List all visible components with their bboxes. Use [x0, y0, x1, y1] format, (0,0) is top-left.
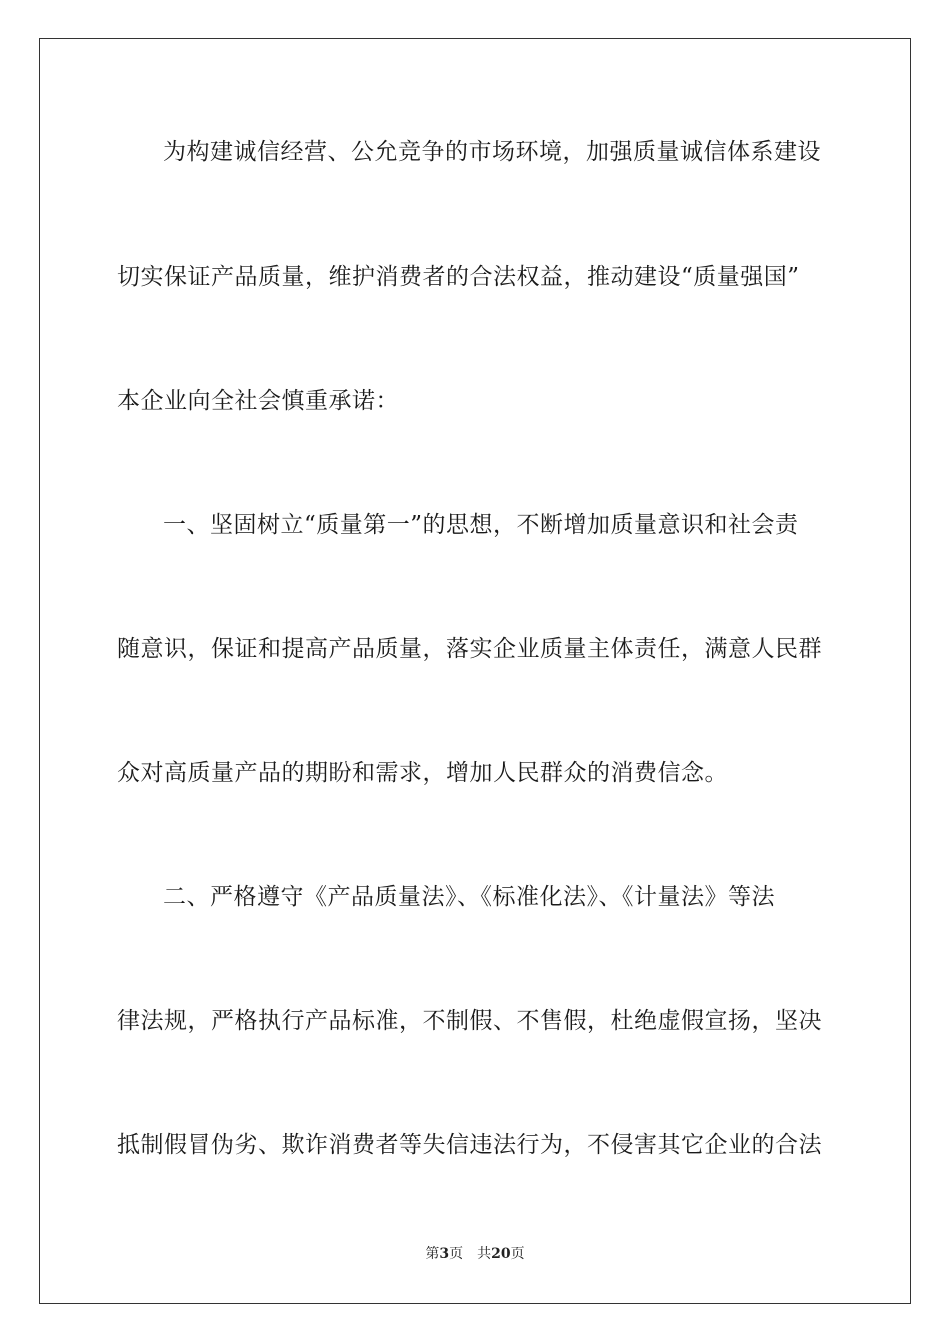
paragraph-line: 随意识，保证和提高产品质量，落实企业质量主体责任，满意人民群	[117, 636, 822, 662]
paragraph-line: 抵制假冒伪劣、欺诈消费者等失信违法行为，不侵害其它企业的合法	[117, 1132, 822, 1158]
page-border	[39, 38, 911, 1304]
paragraph-line: 二、严格遵守《产品质量法》、《标准化法》、《计量法》等法	[163, 884, 775, 910]
total-prefix: 共	[477, 1246, 492, 1262]
paragraph-line: 为构建诚信经营、公允竞争的市场环境，加强质量诚信体系建设	[163, 139, 821, 165]
page-prefix: 第	[425, 1246, 440, 1262]
page-footer	[0, 1244, 950, 1264]
paragraph-line: 律法规，严格执行产品标准，不制假、不售假，杜绝虚假宣扬，坚决	[117, 1008, 822, 1034]
total-suffix: 页	[510, 1246, 525, 1262]
page-number: 3	[439, 1246, 450, 1262]
paragraph-line: 切实保证产品质量，维护消费者的合法权益，推动建设“质量强国”	[117, 264, 800, 290]
paragraph-line: 众对高质量产品的期盼和需求，增加人民群众的消费信念。	[117, 760, 728, 786]
total-pages: 20	[491, 1246, 511, 1262]
page-suffix: 页	[449, 1246, 464, 1262]
paragraph-line: 一、坚固树立“质量第一”的思想，不断增加质量意识和社会责	[163, 512, 799, 538]
paragraph-line: 本企业向全社会慎重承诺：	[117, 388, 399, 414]
